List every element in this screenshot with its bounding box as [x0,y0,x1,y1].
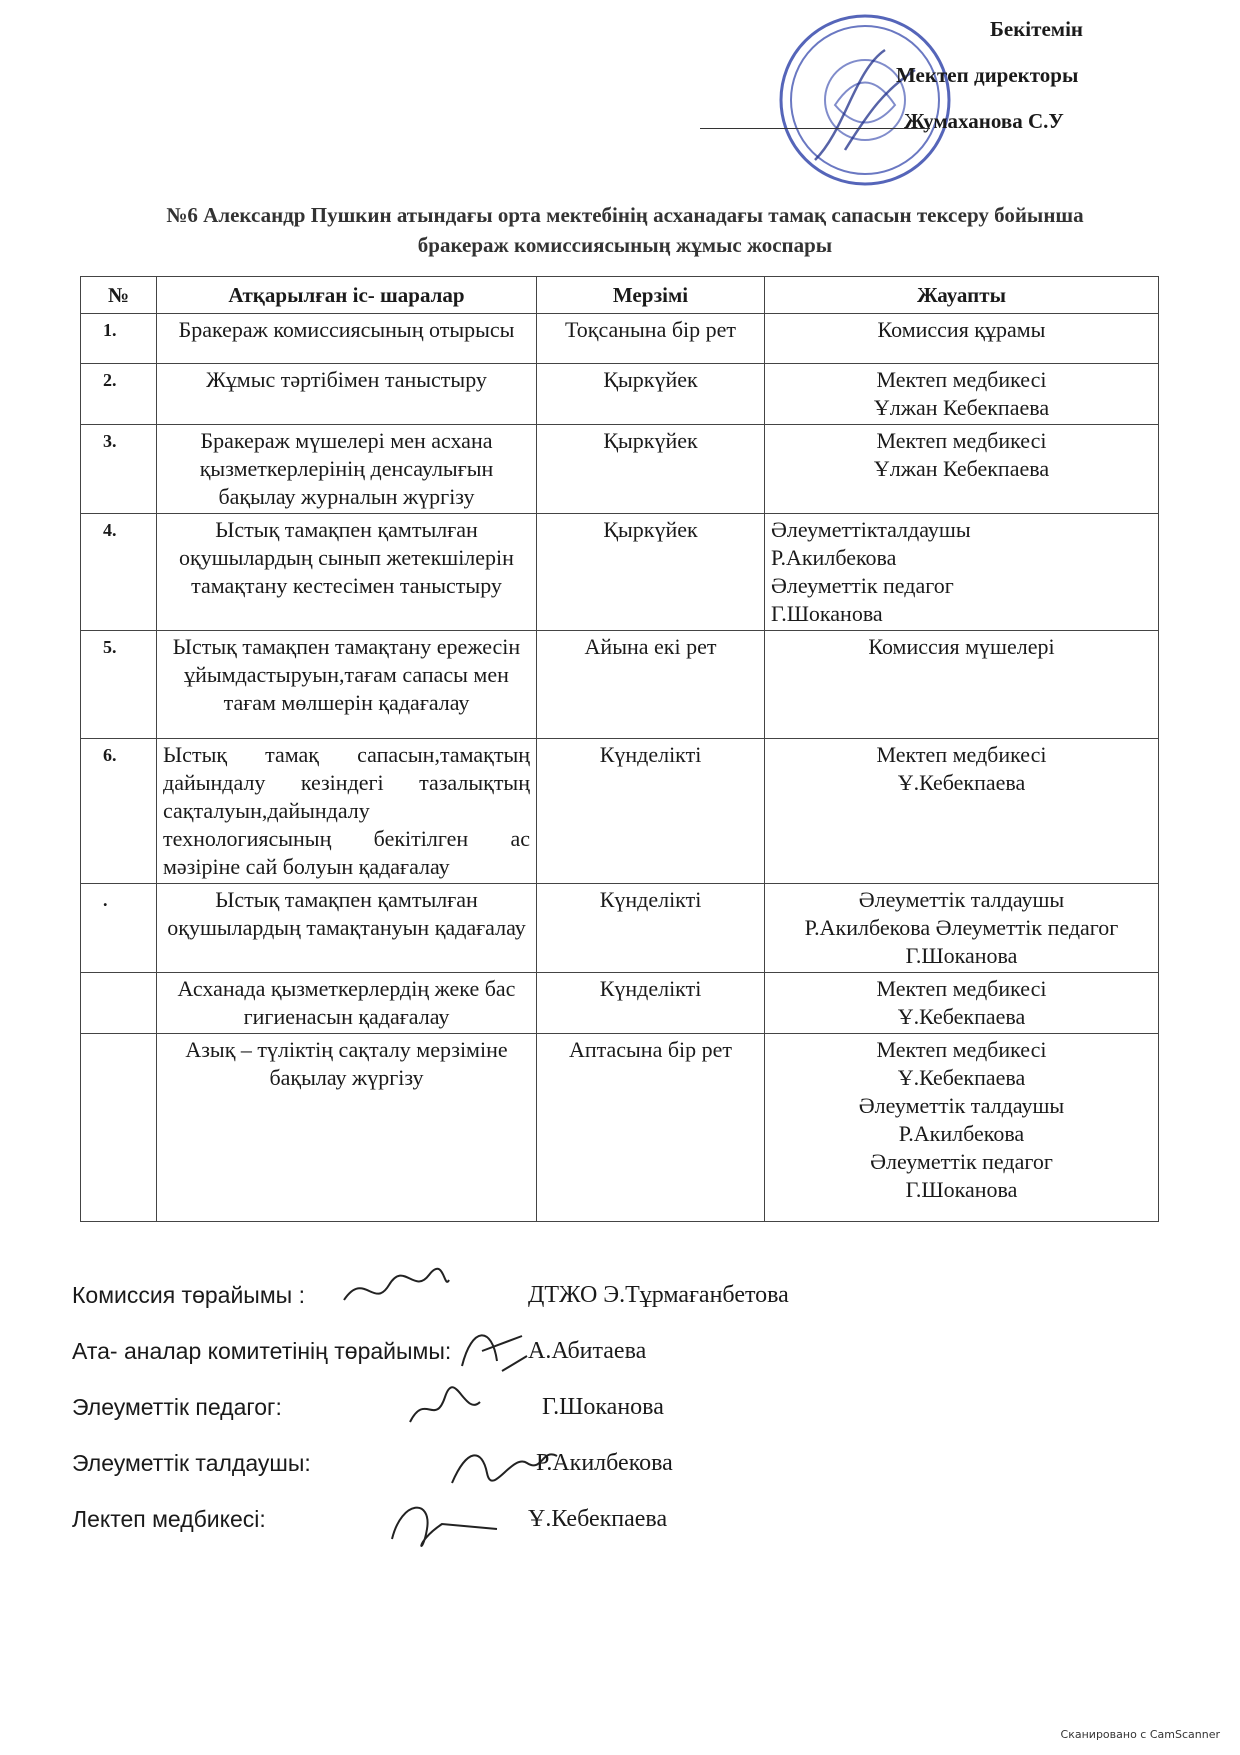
responsible-person: Р.Акилбекова Әлеуметтік педагог [804,915,1119,940]
row-term: Күнделікті [537,739,765,884]
row-responsible [765,631,1159,739]
signatures-block [72,1282,1172,1562]
responsible-person: Мектеп медбикесі [876,367,1047,392]
row-responsible [765,973,1159,1034]
table-row [81,884,1159,973]
approval-position: Мектеп директоры [896,63,1079,87]
row-activity: Ыстық тамақпен тамақтану ережесін ұйымдастыруын,тағам сапасы мен тағам мөлшерін қадағалау [157,631,537,739]
responsible-person: Мектеп медбикесі [876,976,1047,1001]
row-term: Қыркүйек [537,364,765,425]
header-term: Мерзімі [537,277,765,314]
row-term: Айына екі рет [537,631,765,739]
document-title: №6 Александр Пушкин атындағы орта мектебінің асханадағы тамақ сапасын тексеру бойынша бракераж комиссиясының жұмыс жоспары [166,203,1084,257]
director-signature-line [700,128,930,129]
responsible-person: Әлеуметтік талдаушы [858,1093,1065,1118]
row-activity: Бракераж мүшелері мен асхана қызметкерлерінің денсаулығын бақылау журналын жүргізу [157,425,537,514]
responsible-person: Р.Акилбекова [898,1121,1025,1146]
responsible-person: Г.Шоканова [905,943,1018,968]
signature-name: А.Абитаева [528,1338,647,1364]
approval-block [880,6,1180,144]
responsible-person: Әлеуметтік педагог [870,1149,1053,1174]
row-number [81,973,157,1034]
row-number: 1. [81,314,157,364]
row-number: 5. [81,631,157,739]
row-responsible [765,364,1159,425]
signature-row-parents-committee [72,1338,1172,1394]
header-activity: Атқарылған іс- шаралар [157,277,537,314]
responsible-person: Мектеп медбикесі [876,428,1047,453]
responsible-person: Ұлжан Кебекпаева [873,395,1050,420]
row-number [81,1034,157,1222]
responsible-person: Ұлжан Кебекпаева [873,456,1050,481]
signature-row-social-pedagogue [72,1394,1172,1450]
responsible-person: Комиссия құрамы [877,317,1046,342]
camscanner-watermark: Сканировано с CamScanner [1060,1728,1220,1741]
signature-role: Элеуметтік талдаушы: [72,1450,311,1476]
table-row [81,364,1159,425]
signature-name: ДТЖО Э.Тұрмағанбетова [528,1282,789,1308]
signature-name: Г.Шоканова [542,1394,664,1420]
table-row [81,1034,1159,1222]
responsible-person: Ұ.Кебекпаева [897,1065,1026,1090]
table-row [81,631,1159,739]
row-term: Күнделікті [537,973,765,1034]
row-responsible [765,884,1159,973]
signature-role: Лектеп медбикесі: [72,1506,266,1532]
responsible-person: Әлеуметтікталдаушы [771,517,971,542]
handwritten-signature [334,1260,454,1320]
row-activity: Ыстық тамақпен қамтылған оқушылардың тамақтануын қадағалау [157,884,537,973]
responsible-person: Әлеуметтік талдаушы [858,887,1065,912]
row-responsible [765,425,1159,514]
table-row [81,314,1159,364]
row-activity: Бракераж комиссиясының отырысы [157,314,537,364]
signature-role: Ата- аналар комитетінің төрайымы: [72,1338,452,1364]
signature-row-social-analyst [72,1450,1172,1506]
responsible-person: Г.Шоканова [771,601,883,626]
row-number: 2. [81,364,157,425]
row-number: 4. [81,514,157,631]
row-activity: Жұмыс тәртібімен таныстыру [157,364,537,425]
table-row [81,425,1159,514]
row-activity: Асханада қызметкерлердің жеке бас гигиенасын қадағалау [157,973,537,1034]
responsible-person: Мектеп медбикесі [876,1037,1047,1062]
row-responsible [765,1034,1159,1222]
table-row [81,973,1159,1034]
responsible-person: Ұ.Кебекпаева [897,1004,1026,1029]
signature-role: Элеуметтік педагог: [72,1394,282,1420]
row-term: Қыркүйек [537,514,765,631]
signature-row-chair [72,1282,1172,1338]
row-responsible [765,314,1159,364]
row-activity: Азық – түліктің сақталу мерзіміне бақылау жүргізу [157,1034,537,1222]
work-plan-table [80,276,1159,1222]
responsible-person: Ұ.Кебекпаева [897,770,1026,795]
approval-heading: Бекітемін [990,17,1084,41]
row-activity: Ыстық тамақпен қамтылған оқушылардың сынып жетекшілерін тамақтану кестесімен таныстыру [157,514,537,631]
signature-row-school-nurse [72,1506,1172,1562]
signature-name: Р.Акилбекова [536,1450,673,1476]
row-term: Тоқсанына бір рет [537,314,765,364]
row-responsible [765,739,1159,884]
row-number: 3. [81,425,157,514]
responsible-person: Р.Акилбекова [771,545,897,570]
signature-name: Ұ.Кебекпаева [528,1506,668,1532]
responsible-person: Комиссия мүшелері [868,634,1055,659]
responsible-person: Әлеуметтік педагог [771,573,954,598]
header-responsible: Жауапты [765,277,1159,314]
table-row [81,739,1159,884]
table-header-row [81,277,1159,314]
table-row [81,514,1159,631]
row-term: Күнделікті [537,884,765,973]
header-number: № [81,277,157,314]
responsible-person: Мектеп медбикесі [876,742,1047,767]
handwritten-signature [372,1484,502,1554]
row-term: Аптасына бір рет [537,1034,765,1222]
row-number: . [81,884,157,973]
row-responsible [765,514,1159,631]
signature-role: Комиссия төрайымы : [72,1282,305,1308]
approval-director-name: Жумаханова С.У [904,109,1064,133]
row-activity: Ыстық тамақ сапасын,тамақтың дайындалу кезіндегі тазалықтың сақталуын,дайындалу технологиясының бекітілген ас мәзіріне сай болуын қадағалау [157,739,537,884]
row-number: 6. [81,739,157,884]
row-term: Қыркүйек [537,425,765,514]
responsible-person: Г.Шоканова [905,1177,1018,1202]
